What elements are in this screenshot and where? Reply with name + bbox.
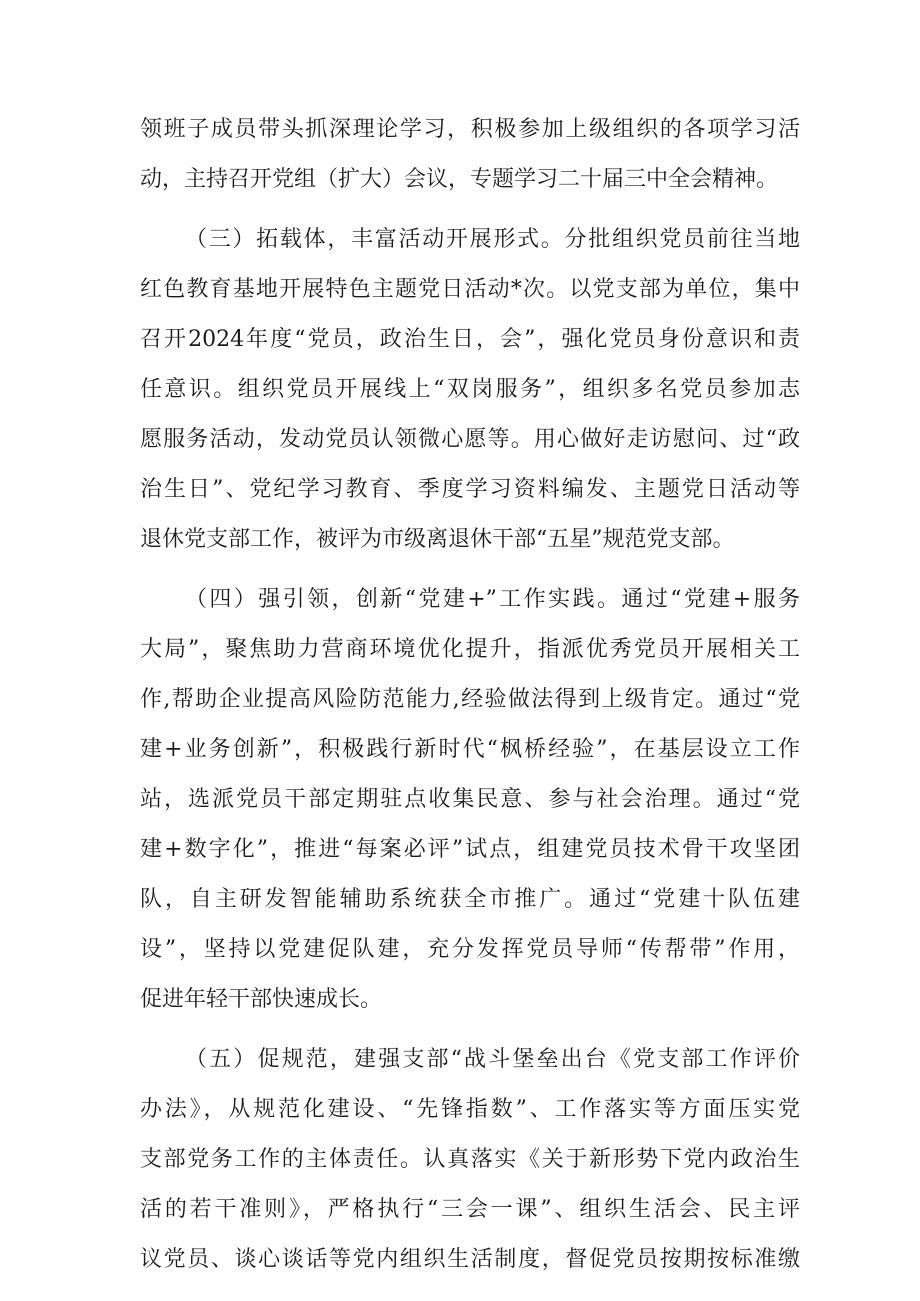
- text-line: 召开2024年度“党员，政治生日，会”，强化党员身份意识和责: [140, 327, 800, 352]
- text-line: 退休党支部工作，被评为市级离退休干部“五星”规范党支部。: [140, 527, 735, 552]
- text-line: 红色教育基地开展特色主题党日活动*次。以党支部为单位，集中: [140, 277, 800, 302]
- text-line: 支部党务工作的主体责任。认真落实《关于新形势下党内政治生: [140, 1147, 800, 1172]
- text-line: 任意识。组织党员开展线上“双岗服务”，组织多名党员参加志: [140, 377, 800, 402]
- text-line: 治生日”、党纪学习教育、季度学习资料编发、主题党日活动等: [140, 477, 800, 502]
- text-line: 活的若干准则》，严格执行“三会一课”、组织生活会、民主评: [140, 1197, 800, 1222]
- text-line: 领班子成员带头抓深理论学习，积极参加上级组织的各项学习活: [140, 117, 800, 142]
- text-line: 建+数字化”，推进“每案必评”试点，组建党员技术骨干攻坚团: [140, 837, 800, 862]
- text-line: 站，选派党员干部定期驻点收集民意、参与社会治理。通过“党: [140, 787, 800, 812]
- text-line: 动，主持召开党组（扩大）会议，专题学习二十届三中全会精神。: [140, 167, 779, 192]
- text-line: 设”，坚持以党建促队建，充分发挥党员导师“传帮带”作用，: [140, 937, 800, 962]
- text-line: 愿服务活动，发动党员认领微心愿等。用心做好走访慰问、过“政: [140, 427, 800, 452]
- text-line: 办法》，从规范化建设、“先锋指数”、工作落实等方面压实党: [140, 1097, 800, 1122]
- text-line: 作,帮助企业提高风险防范能力,经验做法得到上级肯定。通过“党: [140, 687, 800, 712]
- text-line: 队，自主研发智能辅助系统获全市推广。通过“党建十队伍建: [140, 887, 800, 912]
- text-line: 促进年轻干部快速成长。: [140, 987, 383, 1012]
- text-line: 建+业务创新”，积极践行新时代“枫桥经验”，在基层设立工作: [140, 737, 800, 762]
- text-line: （四）强引领，创新“党建+”工作实践。通过“党建+服务: [185, 587, 800, 612]
- text-line: 议党员、谈心谈话等党内组织生活制度，督促党员按期按标准缴: [140, 1247, 800, 1272]
- text-line: （五）促规范，建强支部“战斗堡垒出台《党支部工作评价: [185, 1047, 800, 1072]
- text-line: （三）拓载体，丰富活动开展形式。分批组织党员前往当地: [185, 227, 800, 252]
- text-line: 大局”，聚焦助力营商环境优化提升，指派优秀党员开展相关工: [140, 637, 800, 662]
